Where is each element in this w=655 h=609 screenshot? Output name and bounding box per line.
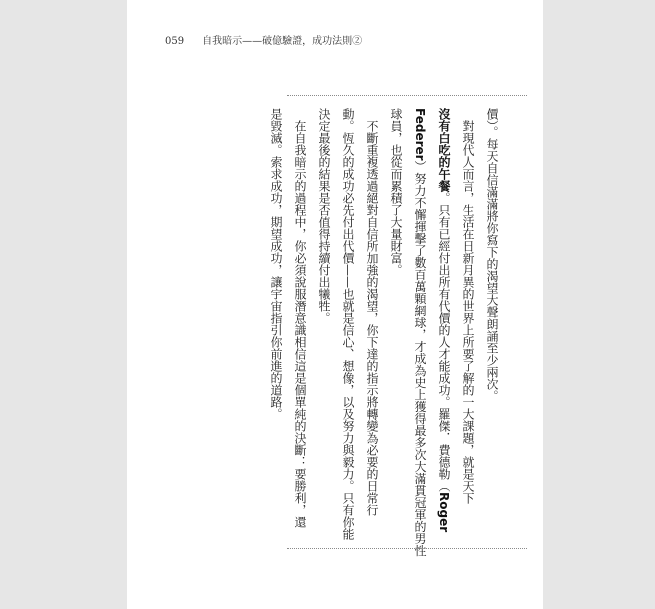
chapter-title: 自我暗示——破億驗證，成功法則②	[202, 36, 363, 47]
text-column-2: 對現代人而言，生活在日新月異的世界上所要了解的一大課題，就是天下	[461, 108, 475, 504]
text-column-7: 動。恆久的成功必先付出代價——也就是信心、想像，以及努力與毅力。只有你能	[341, 108, 355, 540]
text-column-10: 是毀滅。索求成功，期望成功，讓宇宙指引你前進的道路。	[269, 108, 283, 420]
text-column-9: 在自我暗示的過程中，你必須說服潛意識相信這是個單純的決斷：要勝利，還	[293, 108, 307, 528]
text-column-1: 價）。每天自信滿滿將你寫下的渴望大聲朗誦至少兩次。	[485, 108, 499, 402]
name-latin-2: Federer	[413, 108, 427, 161]
running-header	[165, 32, 362, 47]
text-column-5: 球員，也從而累積了大量財富。	[389, 108, 403, 276]
text-column-8: 決定最後的結果是否值得持續付出犧牲。	[317, 108, 331, 324]
emphasis-phrase: 沒有白吃的午餐	[437, 108, 451, 192]
text-column-4: Federer）努力不懈揮擊了數百萬顆網球，才成為史上獲得最多次大滿貫冠軍的男性	[413, 108, 427, 557]
page-number: 059	[165, 36, 185, 47]
top-divider	[287, 95, 527, 96]
bottom-divider	[287, 548, 527, 549]
text-column-6: 不斷重複透過絕對自信所加強的渴望，你下達的指示將轉變為必要的日常行	[365, 108, 379, 516]
book-page	[127, 0, 543, 609]
text-column-3: 沒有白吃的午餐。只有已經付出所有代價的人才能成功。羅傑．費德勒（Roger	[437, 108, 451, 533]
name-latin: Roger	[437, 492, 451, 533]
